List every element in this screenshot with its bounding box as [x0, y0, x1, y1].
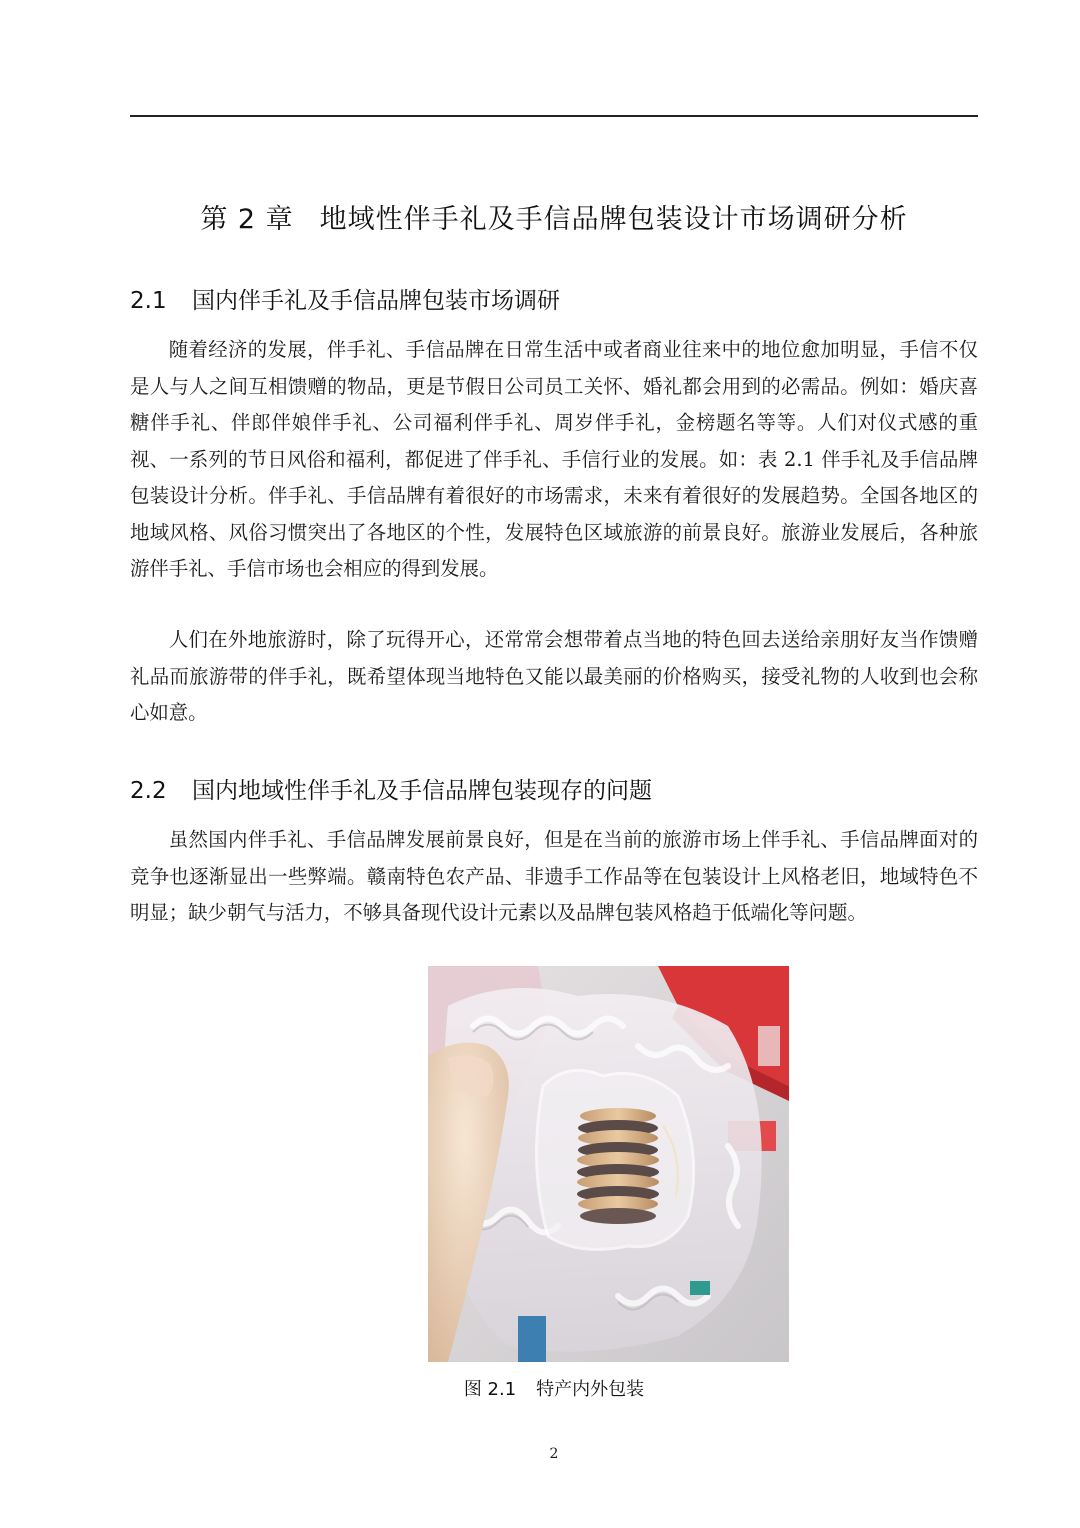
- figure-number: 图 2.1: [463, 1379, 517, 1400]
- paragraph: 人们在外地旅游时，除了玩得开心，还常常会想带着点当地的特色回去送给亲朋好友当作馈赠礼品而旅游带的伴手礼，既希望体现当地特色又能以最美丽的价格购买，接受礼物的人收到也会称心如意。: [130, 628, 978, 724]
- chapter-number: 第 2 章: [200, 204, 294, 235]
- paragraph: 随着经济的发展，伴手礼、手信品牌在日常生活中或者商业往来中的地位愈加明显，手信不仅是人与人之间互相馈赠的物品，更是节假日公司员工关怀、婚礼都会用到的必需品。例如：婚庆喜糖伴手礼、伴郎伴娘伴手礼、公司福利伴手礼、周岁伴手礼，金榜题名等等。人们对仪式感的重视、一系列的节日风俗和福利，都促进了伴手礼、手信行业的发展。如：表 2.1 伴手礼及手信品牌包装设计分析。伴手礼、手信品牌有着很好的市场需求，未来有着很好的发展趋势。全国各地区的地域风格、风俗习惯突出了各地区的个性，发展特色区域旅游的前景良好。旅游业发展后，各种旅游伴手礼、手信市场也会相应的得到发展。: [130, 338, 978, 580]
- chapter-title: 地域性伴手礼及手信品牌包装设计市场调研分析: [319, 204, 908, 235]
- section-heading-2-1: [130, 284, 560, 318]
- section-title: 国内地域性伴手礼及手信品牌包装现存的问题: [192, 778, 652, 804]
- figure-photo: [428, 966, 789, 1362]
- page-number: 2: [549, 1446, 559, 1462]
- header-rule: [130, 115, 978, 117]
- section-heading-2-2: [130, 774, 652, 808]
- section-number: 2.2: [130, 778, 167, 804]
- section-title: 国内伴手礼及手信品牌包装市场调研: [192, 288, 560, 314]
- chapter-heading: [130, 200, 978, 240]
- figure-caption: [130, 1376, 978, 1404]
- paragraph: 虽然国内伴手礼、手信品牌发展前景良好，但是在当前的旅游市场上伴手礼、手信品牌面对的竞争也逐渐显出一些弊端。赣南特色农产品、非遗手工作品等在包装设计上风格老旧，地域特色不明显；缺少朝气与活力，不够具备现代设计元素以及品牌包装风格趋于低端化等问题。: [130, 828, 978, 924]
- packaging-photo-illustration: [428, 966, 789, 1362]
- section-number: 2.1: [130, 288, 167, 314]
- figure-caption-text: 特产内外包装: [536, 1379, 645, 1400]
